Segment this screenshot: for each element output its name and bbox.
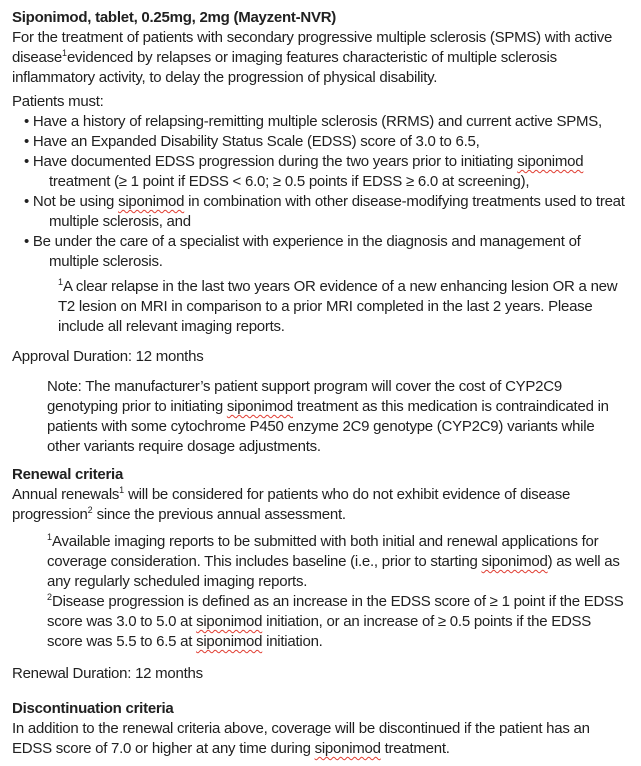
renewal-criteria-body <box>12 485 627 525</box>
footnote-ref: 2 <box>47 592 53 602</box>
misspelled-word: siponimod <box>226 398 293 415</box>
eligibility-criteria-list <box>12 112 627 272</box>
footnote-ref: 1 <box>58 277 64 287</box>
footnote-ref: 1 <box>61 48 67 58</box>
text-run: A clear relapse in the last two years OR evidence of a new enhancing lesion OR a new T2 lesion on MRI in comparison to a prior MRI completed in the last 2 years. Please include all relevant imaging reports. <box>58 278 618 335</box>
misspelled-word: siponimod <box>196 613 263 630</box>
text-run: In addition to the renewal criteria above, coverage will be discontinued if the patient has an EDSS score of 7.0 or higher at any time during <box>12 720 590 757</box>
footnote-ref: 1 <box>119 485 125 495</box>
renewal-duration <box>12 664 627 684</box>
text-run: in combination with other disease-modifying treatments used to treat multiple sclerosis, and <box>49 193 625 230</box>
renewal-criteria-heading <box>12 465 627 485</box>
text-run: treatment. <box>380 740 450 757</box>
text-run: Siponimod, tablet, 0.25mg, 2mg (Mayzent-NVR) <box>12 9 337 26</box>
discontinuation-heading <box>12 699 627 719</box>
footnote-2-renewal <box>47 592 627 652</box>
text-run: Not be using <box>32 193 119 210</box>
misspelled-word: siponimod <box>481 553 548 570</box>
text-run: Have an Expanded Disability Status Scale (EDSS) score of 3.0 to 6.5, <box>32 133 480 150</box>
misspelled-word: siponimod <box>517 153 584 170</box>
misspelled-word: siponimod <box>118 193 185 210</box>
text-run: Patients must: <box>12 93 104 110</box>
footnote-ref: 2 <box>87 505 93 515</box>
text-run: Renewal Duration: 12 months <box>12 665 203 682</box>
text-run: initiation. <box>262 633 323 650</box>
genotyping-note <box>47 377 627 457</box>
text-run: Renewal criteria <box>12 466 124 483</box>
patients-must-intro <box>12 92 627 112</box>
text-run: treatment as this medication is contraindicated in patients with some cytochrome P450 enzyme 2C9 genotype (CYP2C9) variants while other variants require dosage adjustments. <box>47 398 609 455</box>
text-run: Available imaging reports to be submitted with both initial and renewal applications for coverage consideration. This includes baseline (i.e., prior to starting <box>47 533 599 570</box>
criteria-bullet-item <box>12 152 627 192</box>
text-run: treatment (≥ 1 point if EDSS < 6.0; ≥ 0.5 points if EDSS ≥ 6.0 at screening), <box>49 173 530 190</box>
footnote-ref: 1 <box>47 532 53 542</box>
footnote-1-renewal <box>47 532 627 592</box>
text-run: Approval Duration: 12 months <box>12 348 204 365</box>
criteria-bullet-item <box>12 232 627 272</box>
text-run: Be under the care of a specialist with experience in the diagnosis and management of multiple sclerosis. <box>32 233 581 270</box>
criteria-bullet-item <box>12 112 627 132</box>
text-run: Disease progression is defined as an increase in the EDSS score of ≥ 1 point if the EDSS score was 3.0 to 5.0 at <box>47 593 624 630</box>
discontinuation-body <box>12 719 627 759</box>
text-run: Have documented EDSS progression during the two years prior to initiating <box>32 153 518 170</box>
criteria-bullet-item <box>12 192 627 232</box>
misspelled-word: siponimod <box>196 633 263 650</box>
text-run: For the treatment of patients with secondary progressive multiple sclerosis (SPMS) with active disease <box>12 29 613 66</box>
indication <box>12 28 627 88</box>
document-body <box>12 8 627 759</box>
text-run: initiation, or an increase of ≥ 0.5 points if the EDSS score was 5.5 to 6.5 at <box>47 613 592 650</box>
text-run: will be considered for patients who do not exhibit evidence of disease progression <box>12 486 571 523</box>
drug-title <box>12 8 627 28</box>
text-run: evidenced by relapses or imaging features characteristic of multiple sclerosis inflammatory activity, to delay the progression of physical disability. <box>12 49 557 86</box>
text-run: since the previous annual assessment. <box>92 506 346 523</box>
criteria-bullet-item <box>12 132 627 152</box>
text-run: Annual renewals <box>12 486 120 503</box>
footnote-1-initial <box>58 277 627 337</box>
text-run: Discontinuation criteria <box>12 700 174 717</box>
text-run: ) as well as any regularly scheduled imaging reports. <box>47 553 620 590</box>
approval-duration <box>12 347 627 367</box>
misspelled-word: siponimod <box>314 740 381 757</box>
text-run: Note: The manufacturer’s patient support program will cover the cost of CYP2C9 genotyping prior to initiating <box>47 378 562 415</box>
text-run: Have a history of relapsing-remitting multiple sclerosis (RRMS) and current active SPMS, <box>32 113 602 130</box>
